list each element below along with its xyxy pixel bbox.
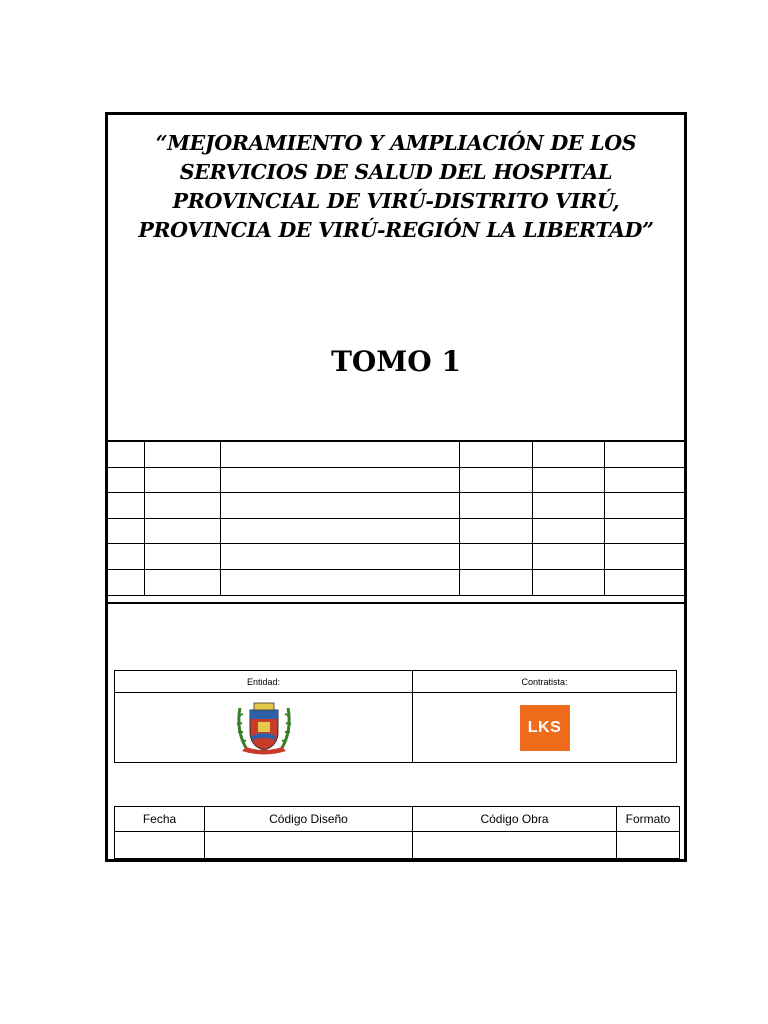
table-cell (459, 569, 532, 595)
table-cell (108, 493, 144, 519)
formato-value (617, 832, 680, 859)
table-row (108, 467, 684, 493)
table-cell (604, 569, 684, 595)
entidad-label: Entidad: (115, 671, 413, 693)
table-cell (532, 544, 604, 570)
title-line: SERVICIOS DE SALUD DEL HOSPITAL (179, 160, 613, 184)
table-cell (144, 442, 220, 467)
fecha-value (115, 832, 205, 859)
table-cell (459, 493, 532, 519)
table-cell (144, 467, 220, 493)
title-line: PROVINCIA DE VIRÚ-REGIÓN LA LIBERTAD” (138, 218, 654, 242)
table-cell (604, 442, 684, 467)
table-cell (459, 518, 532, 544)
entidad-logo-cell (115, 693, 413, 763)
title-block-frame (105, 112, 687, 862)
table-cell (532, 518, 604, 544)
codigo-diseno-header: Código Diseño (205, 807, 413, 832)
table-cell (220, 442, 459, 467)
codigo-obra-header: Código Obra (413, 807, 617, 832)
table-row (108, 518, 684, 544)
section-divider (108, 602, 684, 604)
table-cell (108, 544, 144, 570)
table-cell (459, 467, 532, 493)
table-cell (108, 518, 144, 544)
coat-of-arms-icon (232, 696, 296, 758)
table-cell (604, 493, 684, 519)
table-cell (144, 544, 220, 570)
table-cell (144, 569, 220, 595)
codigo-obra-value (413, 832, 617, 859)
table-row (108, 544, 684, 570)
table-cell (604, 544, 684, 570)
table-cell (532, 569, 604, 595)
footer-table (114, 806, 680, 859)
table-cell (220, 569, 459, 595)
formato-header: Formato (617, 807, 680, 832)
volume-label: TOMO 1 (331, 345, 461, 378)
contratista-label: Contratista: (413, 671, 677, 693)
table-cell (604, 467, 684, 493)
table-row (108, 493, 684, 519)
table-cell (144, 518, 220, 544)
table-cell (108, 442, 144, 467)
entity-table (114, 670, 677, 763)
table-cell (220, 518, 459, 544)
codigo-diseno-value (205, 832, 413, 859)
table-cell (144, 493, 220, 519)
table-cell (108, 467, 144, 493)
table-cell (604, 518, 684, 544)
table-cell (108, 569, 144, 595)
contratista-logo-cell (413, 693, 677, 763)
table-cell (532, 493, 604, 519)
title-line: “MEJORAMIENTO Y AMPLIACIÓN DE LOS (155, 131, 637, 155)
table-row (108, 442, 684, 467)
fecha-header: Fecha (115, 807, 205, 832)
lks-logo: LKS (520, 705, 570, 751)
table-cell (532, 442, 604, 467)
table-cell (459, 442, 532, 467)
project-title (108, 129, 684, 245)
table-cell (532, 467, 604, 493)
table-cell (220, 467, 459, 493)
table-cell (220, 493, 459, 519)
table-row (108, 569, 684, 595)
revision-table (108, 442, 684, 596)
table-cell (459, 544, 532, 570)
title-line: PROVINCIAL DE VIRÚ-DISTRITO VIRÚ, (172, 189, 620, 213)
table-cell (220, 544, 459, 570)
